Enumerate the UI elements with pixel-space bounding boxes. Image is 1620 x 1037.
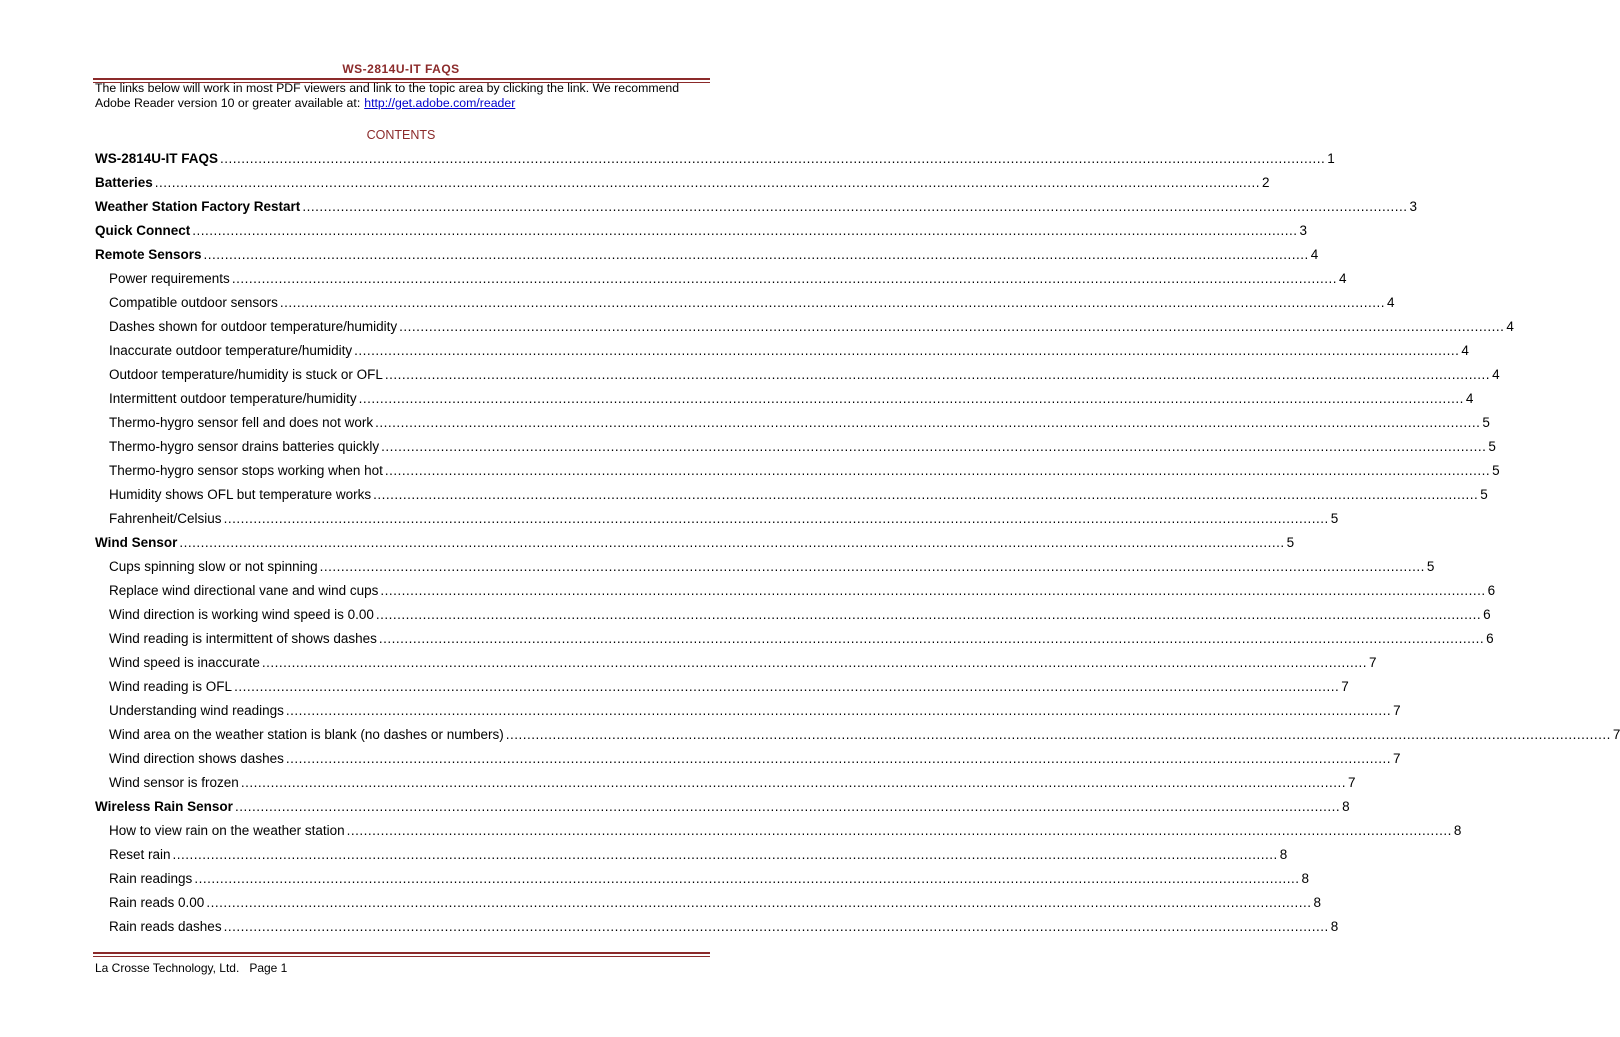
toc-leader-dots: .................................................................................................................................................................................................................................................................... [223,510,1329,526]
toc-entry-page: 8 [1453,822,1462,838]
intro-paragraph [95,81,695,110]
toc-entry-page: 3 [1299,222,1307,238]
toc-entry-label: Cups spinning slow or not spinning [109,558,318,574]
toc-entry-page: 8 [1313,894,1322,910]
toc-entry-label: Wind direction is working wind speed is 0.00 [109,606,374,622]
toc-entry[interactable] [95,698,1401,722]
toc-leader-dots: .................................................................................................................................................................................................................................................................... [206,894,1312,910]
footer-rule [93,952,710,957]
toc-entry[interactable] [95,146,1335,170]
toc-entry-page: 5 [1482,414,1490,430]
toc-entry-page: 4 [1310,246,1319,262]
toc-entry[interactable] [95,530,1295,554]
toc-entry-label: Humidity shows OFL but temperature works [109,486,372,502]
toc-entry[interactable] [95,194,1418,218]
toc-entry-page: 3 [1409,198,1418,214]
toc-leader-dots: .................................................................................................................................................................................................................................................................... [285,750,1392,766]
toc-entry-page: 4 [1339,270,1347,286]
toc-entry-label: Quick Connect [95,222,191,238]
toc-leader-dots: .................................................................................................................................................................................................................................................................... [375,606,1482,622]
toc-entry[interactable] [95,410,1490,434]
toc-entry-page: 6 [1483,606,1491,622]
toc-leader-dots: .................................................................................................................................................................................................................................................................... [302,198,1408,214]
toc-entry-label: Rain reads 0.00 [109,894,205,910]
toc-leader-dots: .................................................................................................................................................................................................................................................................... [346,822,1452,838]
toc-leader-dots: .................................................................................................................................................................................................................................................................... [384,462,1491,478]
toc-entry[interactable] [95,218,1307,242]
toc-entry-page: 7 [1369,654,1377,670]
toc-entry[interactable] [95,362,1500,386]
contents-heading: CONTENTS [366,128,436,142]
toc-entry-page: 5 [1330,510,1339,526]
toc-entry-label: Reset rain [109,846,171,862]
toc-leader-dots: .................................................................................................................................................................................................................................................................... [354,342,1460,358]
toc-leader-dots: .................................................................................................................................................................................................................................................................... [194,870,1300,886]
toc-leader-dots: .................................................................................................................................................................................................................................................................... [223,918,1329,934]
toc-entry-page: 1 [1327,150,1335,166]
toc-entry[interactable] [95,290,1395,314]
toc-entry[interactable] [95,818,1462,842]
toc-entry[interactable] [95,266,1347,290]
toc-entry-label: Thermo-hygro sensor stops working when hot [109,462,383,478]
toc-leader-dots: .................................................................................................................................................................................................................................................................... [234,678,1340,694]
toc-entry-label: Thermo-hygro sensor drains batteries quickly [109,438,380,454]
toc-entry-label: Fahrenheit/Celsius [109,510,222,526]
toc-entry[interactable] [95,770,1356,794]
toc-entry[interactable] [95,914,1339,938]
toc-leader-dots: .................................................................................................................................................................................................................................................................... [261,654,1368,670]
toc-entry-label: Wind area on the weather station is blank (no dashes or numbers) [109,726,504,742]
toc-leader-dots: .................................................................................................................................................................................................................................................................... [378,630,1485,646]
toc-entry-page: 7 [1341,678,1349,694]
toc-entry-label: Inaccurate outdoor temperature/humidity [109,342,353,358]
toc-entry-label: Wind direction shows dashes [109,750,284,766]
toc-entry-page: 7 [1612,726,1620,742]
toc-entry-page: 5 [1488,438,1496,454]
toc-entry-label: WS-2814U-IT FAQS [95,150,219,166]
toc-entry-page: 4 [1492,366,1500,382]
toc-leader-dots: .................................................................................................................................................................................................................................................................... [231,270,1338,286]
toc-leader-dots: .................................................................................................................................................................................................................................................................... [220,150,1326,166]
toc-leader-dots: .................................................................................................................................................................................................................................................................... [154,174,1260,190]
toc-entry-page: 2 [1261,174,1270,190]
toc-entry[interactable] [95,482,1488,506]
toc-leader-dots: .................................................................................................................................................................................................................................................................... [234,798,1341,814]
toc-entry[interactable] [95,722,1620,746]
toc-entry-page: 7 [1393,750,1401,766]
toc-entry[interactable] [95,650,1377,674]
toc-entry-page: 8 [1301,870,1310,886]
toc-entry-label: Wind Sensor [95,534,178,550]
toc-leader-dots: .................................................................................................................................................................................................................................................................... [240,774,1347,790]
toc-entry-page: 8 [1342,798,1350,814]
toc-leader-dots: .................................................................................................................................................................................................................................................................... [203,246,1309,262]
toc-entry-label: Power requirements [109,270,230,286]
toc-entry[interactable] [95,554,1435,578]
table-of-contents [95,146,1620,938]
toc-entry[interactable] [95,314,1514,338]
toc-leader-dots: .................................................................................................................................................................................................................................................................... [172,846,1278,862]
toc-leader-dots: .................................................................................................................................................................................................................................................................... [381,438,1487,454]
toc-entry-label: Remote Sensors [95,246,202,262]
toc-entry-page: 6 [1486,630,1494,646]
toc-leader-dots: .................................................................................................................................................................................................................................................................... [380,582,1486,598]
toc-entry[interactable] [95,866,1310,890]
toc-entry[interactable] [95,242,1319,266]
toc-entry-page: 6 [1487,582,1496,598]
toc-leader-dots: .................................................................................................................................................................................................................................................................... [505,726,1611,742]
toc-entry-label: Thermo-hygro sensor fell and does not work [109,414,374,430]
toc-entry[interactable] [95,602,1491,626]
toc-entry-label: Rain reads dashes [109,918,222,934]
toc-leader-dots: .................................................................................................................................................................................................................................................................... [192,222,1298,238]
toc-entry-page: 4 [1387,294,1395,310]
toc-leader-dots: .................................................................................................................................................................................................................................................................... [399,318,1505,334]
document-title: WS-2814U-IT FAQS [342,62,460,76]
toc-entry[interactable] [95,458,1500,482]
toc-entry[interactable] [95,746,1401,770]
toc-leader-dots: .................................................................................................................................................................................................................................................................... [375,414,1481,430]
toc-entry[interactable] [95,578,1496,602]
intro-text: The links below will work in most PDF viewers and link to the topic area by clicking the link. We recommend Adobe Reader version 10 or greater available at: [95,81,680,110]
toc-entry-label: Wind reading is intermittent of shows dashes [109,630,377,646]
toc-entry-label: Batteries [95,174,153,190]
toc-entry[interactable] [95,386,1474,410]
toc-entry-label: Understanding wind readings [109,702,284,718]
toc-leader-dots: .................................................................................................................................................................................................................................................................... [319,558,1425,574]
toc-entry-page: 4 [1506,318,1514,334]
toc-entry-label: Intermittent outdoor temperature/humidity [109,390,357,406]
toc-entry-page: 7 [1348,774,1356,790]
toc-entry-label: Rain readings [109,870,193,886]
adobe-reader-link[interactable]: http://get.adobe.com/reader [364,95,516,110]
toc-leader-dots: .................................................................................................................................................................................................................................................................... [279,294,1386,310]
toc-entry-label: Wireless Rain Sensor [95,798,233,814]
toc-entry[interactable] [95,794,1350,818]
toc-entry-page: 8 [1330,918,1339,934]
page-footer: La Crosse Technology, Ltd. Page 1 [95,961,288,975]
toc-entry-label: Wind sensor is frozen [109,774,239,790]
toc-leader-dots: .................................................................................................................................................................................................................................................................... [358,390,1464,406]
toc-entry-page: 5 [1286,534,1295,550]
toc-entry[interactable] [95,506,1339,530]
toc-entry[interactable] [95,626,1494,650]
toc-entry-page: 8 [1279,846,1288,862]
toc-entry-page: 7 [1393,702,1401,718]
toc-entry-page: 4 [1461,342,1469,358]
toc-entry[interactable] [95,434,1496,458]
toc-entry-label: Compatible outdoor sensors [109,294,278,310]
toc-entry-label: Outdoor temperature/humidity is stuck or OFL [109,366,383,382]
toc-entry-label: Dashes shown for outdoor temperature/humidity [109,318,398,334]
toc-entry-label: Wind reading is OFL [109,678,233,694]
toc-entry-label: Weather Station Factory Restart [95,198,301,214]
toc-entry[interactable] [95,338,1469,362]
toc-entry-label: How to view rain on the weather station [109,822,345,838]
toc-leader-dots: .................................................................................................................................................................................................................................................................... [373,486,1479,502]
toc-entry[interactable] [95,890,1322,914]
toc-entry[interactable] [95,842,1288,866]
toc-entry-page: 5 [1492,462,1500,478]
toc-leader-dots: .................................................................................................................................................................................................................................................................... [384,366,1491,382]
toc-entry-label: Wind speed is inaccurate [109,654,260,670]
toc-leader-dots: .................................................................................................................................................................................................................................................................... [179,534,1285,550]
toc-entry-page: 4 [1465,390,1474,406]
toc-entry-page: 5 [1480,486,1488,502]
toc-entry[interactable] [95,170,1270,194]
toc-leader-dots: .................................................................................................................................................................................................................................................................... [285,702,1392,718]
toc-entry-page: 5 [1426,558,1435,574]
toc-entry-label: Replace wind directional vane and wind cups [109,582,379,598]
toc-entry[interactable] [95,674,1349,698]
